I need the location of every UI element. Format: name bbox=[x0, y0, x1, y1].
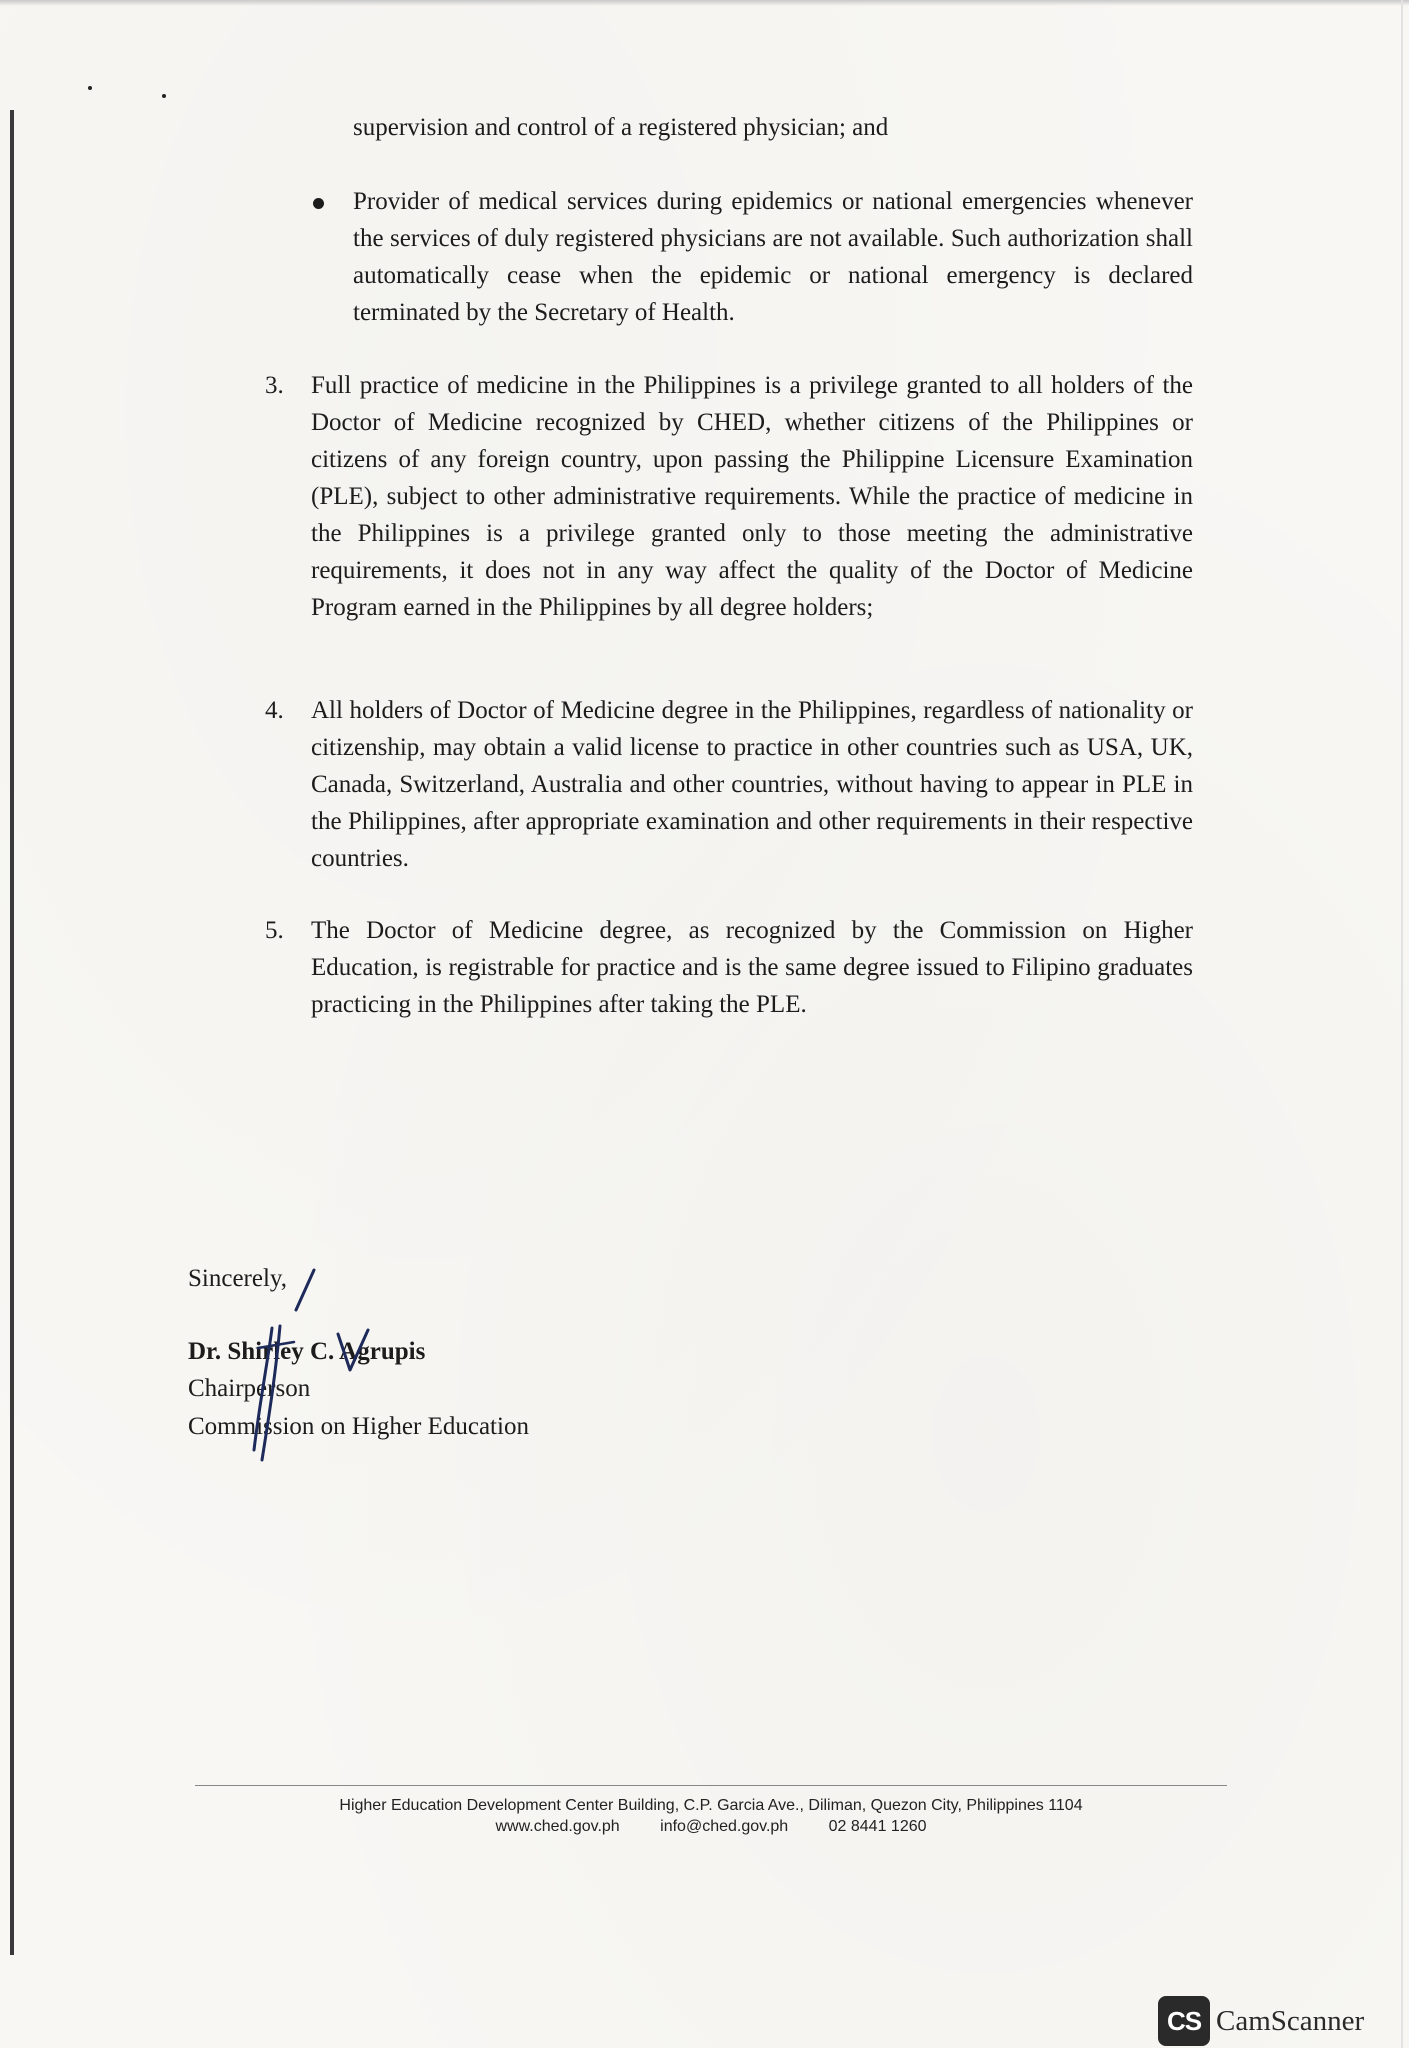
bullet-dot-icon bbox=[313, 198, 324, 209]
footer-phone: 02 8441 1260 bbox=[828, 1818, 927, 1835]
item-text: Full practice of medicine in the Philippines is a privilege granted to all holders of the Doctor of Medicine recognized by CHED, whether citizens of the Philippines or citizens of any foreign country, upon passing the Philippine Licensure Examination (PLE), subject to other administrative requirements. While the practice of medicine in the Philippines is a privilege granted only to those meeting the administrative requirements, it does not in any way affect the quality of the Doctor of Medicine Program earned in the Philippines by all degree holders; bbox=[311, 372, 1193, 621]
bullet-text: Provider of medical services during epidemics or national emergencies whenever the services of duly registered physicians are not available. Such authorization shall automatically cease when the epidemic or national emergency is declared terminated by the Secretary of Health. bbox=[353, 188, 1193, 326]
camscanner-logo-icon: CS bbox=[1158, 1996, 1210, 2046]
item-number: 5. bbox=[265, 917, 284, 944]
footer-contacts bbox=[195, 1817, 1227, 1837]
scan-top-shadow bbox=[0, 0, 1409, 6]
signatory-title: Chairperson bbox=[188, 1375, 311, 1402]
continuation-text: supervision and control of a registered physician; and bbox=[353, 114, 889, 141]
scan-speck bbox=[162, 94, 166, 98]
footer-address: Higher Education Development Center Building, C.P. Garcia Ave., Diliman, Quezon City, Philippines 1104 bbox=[339, 1797, 1083, 1814]
signatory-name: Dr. Shirley C. Agrupis bbox=[188, 1338, 426, 1365]
scan-left-edge bbox=[10, 110, 14, 1955]
item-text: The Doctor of Medicine degree, as recognized by the Commission on Higher Education, is registrable for practice and is the same degree issued to Filipino graduates practicing in the Philippines after taking the PLE. bbox=[311, 917, 1193, 1018]
signatory-organization: Commission on Higher Education bbox=[188, 1413, 529, 1440]
footer-divider bbox=[195, 1785, 1227, 1786]
handwritten-signature bbox=[210, 1260, 410, 1500]
scan-right-edge bbox=[1401, 0, 1403, 2048]
footer-email: info@ched.gov.ph bbox=[660, 1818, 789, 1835]
footer-website: www.ched.gov.ph bbox=[495, 1818, 620, 1835]
item-number: 4. bbox=[265, 697, 284, 724]
item-number: 3. bbox=[265, 372, 284, 399]
scan-speck bbox=[88, 86, 92, 90]
camscanner-label: CamScanner bbox=[1216, 2004, 1365, 2037]
closing-salutation: Sincerely, bbox=[188, 1265, 288, 1292]
camscanner-watermark bbox=[1158, 1996, 1364, 2046]
item-text: All holders of Doctor of Medicine degree in the Philippines, regardless of nationality or citizenship, may obtain a valid license to practice in other countries such as USA, UK, Canada, Switzerland, Australia and other countries, without having to appear in PLE in the Philippines, after appropriate examination and other requirements in their respective countries. bbox=[311, 697, 1193, 872]
